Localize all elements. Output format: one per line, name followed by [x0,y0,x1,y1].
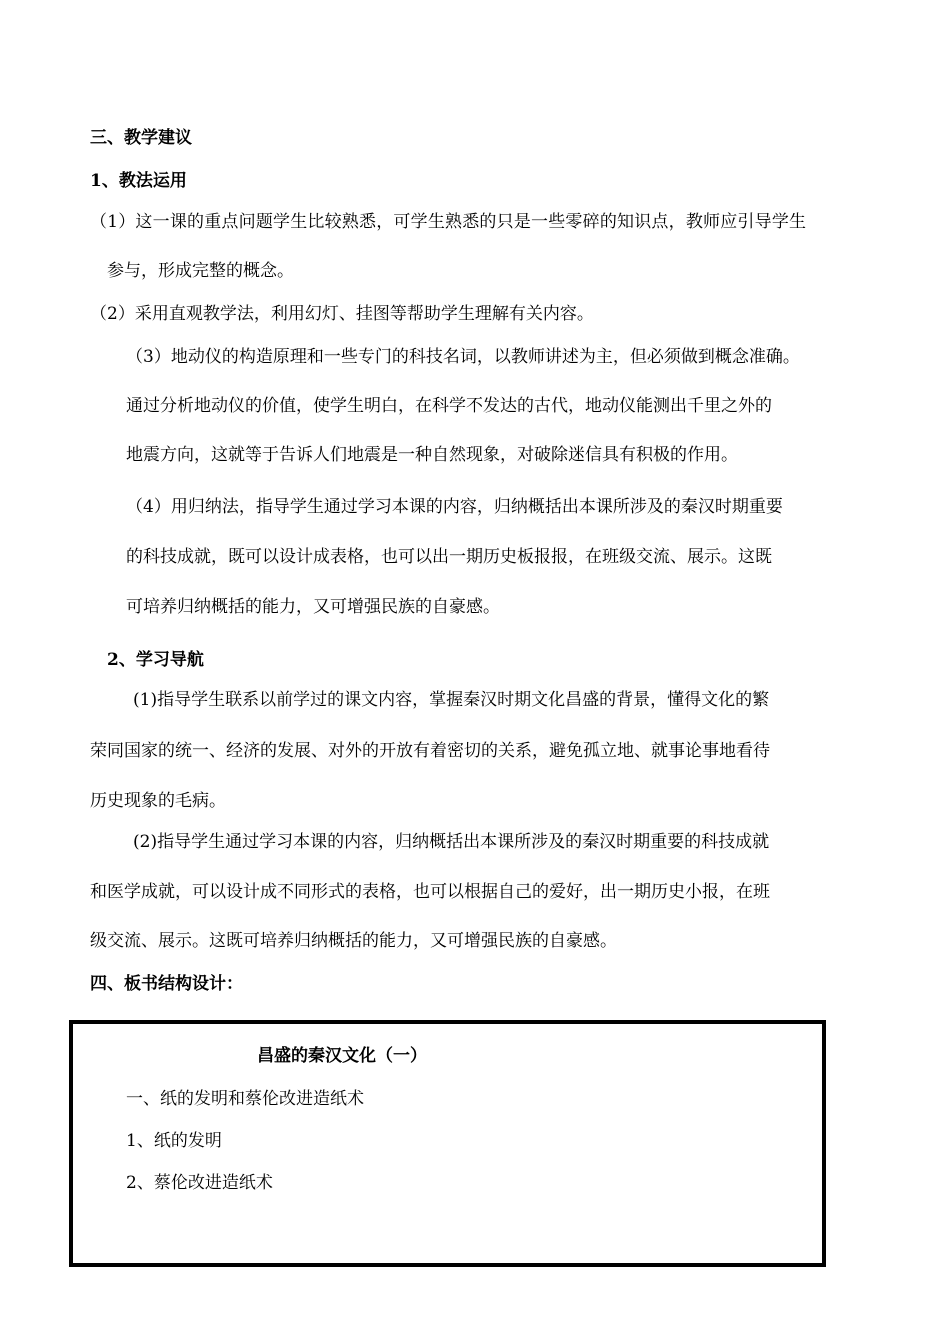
paragraph-line: (1)指导学生联系以前学过的课文内容，掌握秦汉时期文化昌盛的背景，懂得文化的繁 [133,690,770,710]
paragraph-line: （4）用归纳法，指导学生通过学习本课的内容，归纳概括出本课所涉及的秦汉时期重要 [126,497,783,517]
paragraph-line: （2）采用直观教学法，利用幻灯、挂图等帮助学生理解有关内容。 [90,304,594,324]
paragraph-line: 历史现象的毛病。 [90,791,226,811]
paragraph-line: 和医学成就，可以设计成不同形式的表格，也可以根据自己的爱好，出一期历史小报，在班 [90,882,770,902]
subheading-learning-guide: 2、学习导航 [107,650,204,670]
board-item: 1、纸的发明 [126,1131,222,1151]
paragraph-line: 地震方向，这就等于告诉人们地震是一种自然现象，对破除迷信具有积极的作用。 [126,445,738,465]
paragraph-line: 可培养归纳概括的能力，又可增强民族的自豪感。 [126,597,500,617]
board-item: 一、纸的发明和蔡伦改进造纸术 [126,1089,364,1109]
paragraph-line: （1）这一课的重点问题学生比较熟悉，可学生熟悉的只是一些零碎的知识点，教师应引导学生 [90,212,807,232]
paragraph-line: 通过分析地动仪的价值，使学生明白，在科学不发达的古代，地动仪能测出千里之外的 [126,396,772,416]
board-title: 昌盛的秦汉文化（一） [257,1046,427,1066]
subheading-teaching-methods: 1、教法运用 [90,171,187,191]
section-heading-board-design: 四、板书结构设计： [90,974,243,994]
paragraph-line: (2)指导学生通过学习本课的内容，归纳概括出本课所涉及的秦汉时期重要的科技成就 [133,832,770,852]
paragraph-line: 荣同国家的统一、经济的发展、对外的开放有着密切的关系，避免孤立地、就事论事地看待 [90,741,770,761]
paragraph-line: 级交流、展示。这既可培养归纳概括的能力，又可增强民族的自豪感。 [90,931,617,951]
paragraph-line: （3）地动仪的构造原理和一些专门的科技名词，以教师讲述为主，但必须做到概念准确。 [126,347,800,367]
paragraph-line: 参与，形成完整的概念。 [107,261,294,281]
board-item: 2、蔡伦改进造纸术 [126,1173,273,1193]
blackboard-design-box [69,1020,826,1267]
section-heading-teaching-suggestions: 三、教学建议 [90,128,192,148]
paragraph-line: 的科技成就，既可以设计成表格，也可以出一期历史板报报，在班级交流、展示。这既 [126,547,772,567]
